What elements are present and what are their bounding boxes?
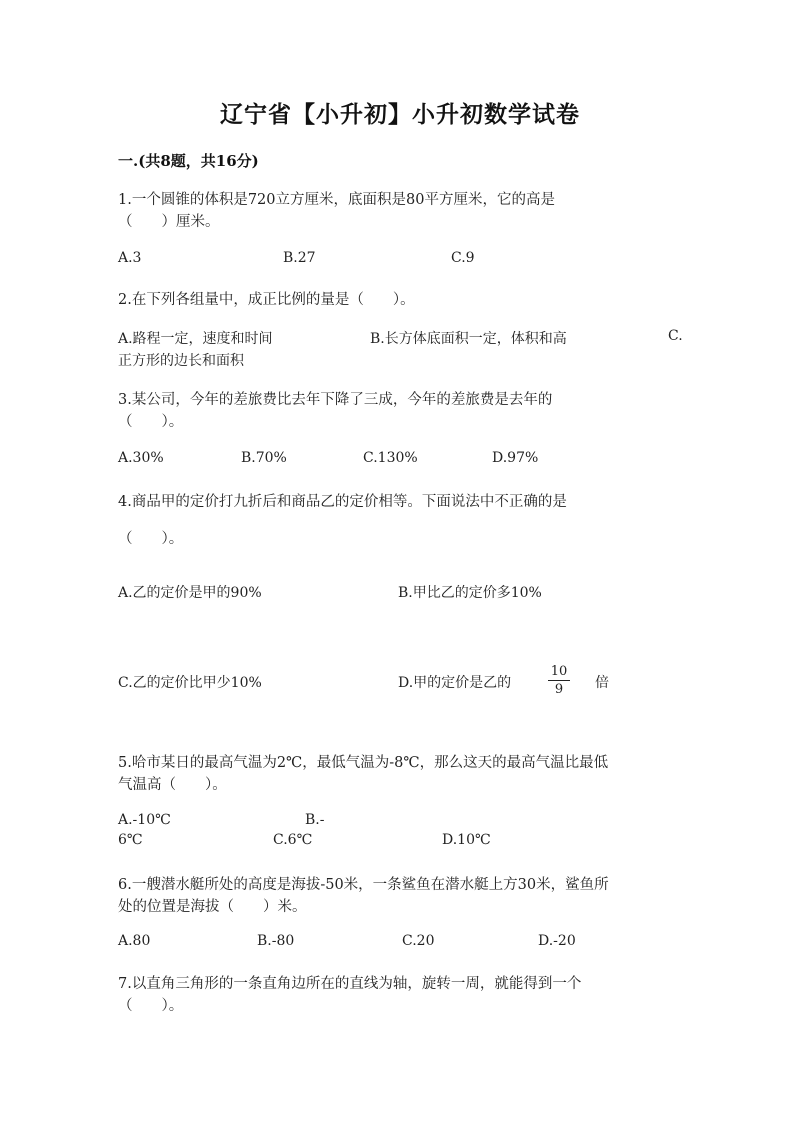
question-3-option-b: B.70% bbox=[241, 450, 287, 466]
question-4-stem-line1: 4.商品甲的定价打九折后和商品乙的定价相等。下面说法中不正确的是 bbox=[118, 494, 567, 510]
question-6-option-a: A.80 bbox=[118, 933, 151, 949]
question-3-option-a: A.30% bbox=[118, 450, 164, 466]
question-5-option-a: A.-10℃ bbox=[118, 812, 171, 828]
question-5-option-c: C.6℃ bbox=[273, 832, 313, 848]
question-4-stem-line2: （ ）。 bbox=[118, 531, 184, 547]
question-6-option-c: C.20 bbox=[402, 933, 435, 949]
question-5-option-b-cont: 6℃ bbox=[118, 832, 143, 848]
question-2-stem: 2.在下列各组量中，成正比例的量是（ ）。 bbox=[118, 292, 415, 308]
page-title: 辽宁省【小升初】小升初数学试卷 bbox=[220, 101, 580, 128]
question-4-option-d-suffix: 倍 bbox=[595, 675, 609, 691]
question-4-option-b: B.甲比乙的定价多10% bbox=[398, 585, 542, 601]
question-4-option-c: C.乙的定价比甲少10% bbox=[118, 675, 262, 691]
question-6-option-b: B.-80 bbox=[257, 933, 295, 949]
question-3-stem-line1: 3.某公司，今年的差旅费比去年下降了三成，今年的差旅费是去年的 bbox=[118, 392, 553, 408]
question-5-stem-line1: 5.哈市某日的最高气温为2℃，最低气温为-8℃，那么这天的最高气温比最低 bbox=[118, 755, 609, 771]
question-5-option-b: B.- bbox=[305, 812, 325, 828]
question-7-stem-line1: 7.以直角三角形的一条直角边所在的直线为轴，旋转一周，就能得到一个 bbox=[118, 976, 582, 992]
question-1-option-c: C.9 bbox=[451, 250, 475, 266]
question-5-option-d: D.10℃ bbox=[442, 832, 491, 848]
question-3-option-c: C.130% bbox=[363, 450, 418, 466]
fraction-denominator: 9 bbox=[554, 682, 564, 697]
question-4-option-d: D.甲的定价是乙的 bbox=[398, 675, 512, 691]
fraction-bar bbox=[548, 680, 570, 681]
question-3-option-d: D.97% bbox=[492, 450, 539, 466]
question-2-option-c: C. bbox=[668, 328, 683, 344]
question-2-option-c-text: 正方形的边长和面积 bbox=[118, 353, 244, 369]
question-1-option-b: B.27 bbox=[283, 250, 316, 266]
question-6-stem-line1: 6.一艘潜水艇所处的高度是海拔-50米，一条鲨鱼在潜水艇上方30米，鲨鱼所 bbox=[118, 877, 609, 893]
question-4-option-a: A.乙的定价是甲的90% bbox=[118, 585, 262, 601]
fraction bbox=[548, 664, 570, 697]
question-6-stem-line2: 处的位置是海拔（ ）米。 bbox=[118, 899, 307, 915]
question-1-stem-line1: 1.一个圆锥的体积是720立方厘米，底面积是80平方厘米，它的高是 bbox=[118, 192, 555, 208]
section-heading: 一.(共8题，共16分) bbox=[118, 152, 259, 170]
question-5-stem-line2: 气温高（ ）。 bbox=[118, 777, 227, 793]
question-2-option-a: A.路程一定，速度和时间 bbox=[118, 331, 273, 347]
question-2-option-b: B.长方体底面积一定，体积和高 bbox=[370, 331, 567, 347]
question-7-stem-line2: （ ）。 bbox=[118, 998, 184, 1014]
question-1-stem-line2: （ ）厘米。 bbox=[118, 214, 220, 230]
question-6-option-d: D.-20 bbox=[538, 933, 576, 949]
fraction-numerator: 10 bbox=[550, 664, 568, 679]
question-3-stem-line2: （ ）。 bbox=[118, 414, 184, 430]
question-1-option-a: A.3 bbox=[118, 250, 142, 266]
